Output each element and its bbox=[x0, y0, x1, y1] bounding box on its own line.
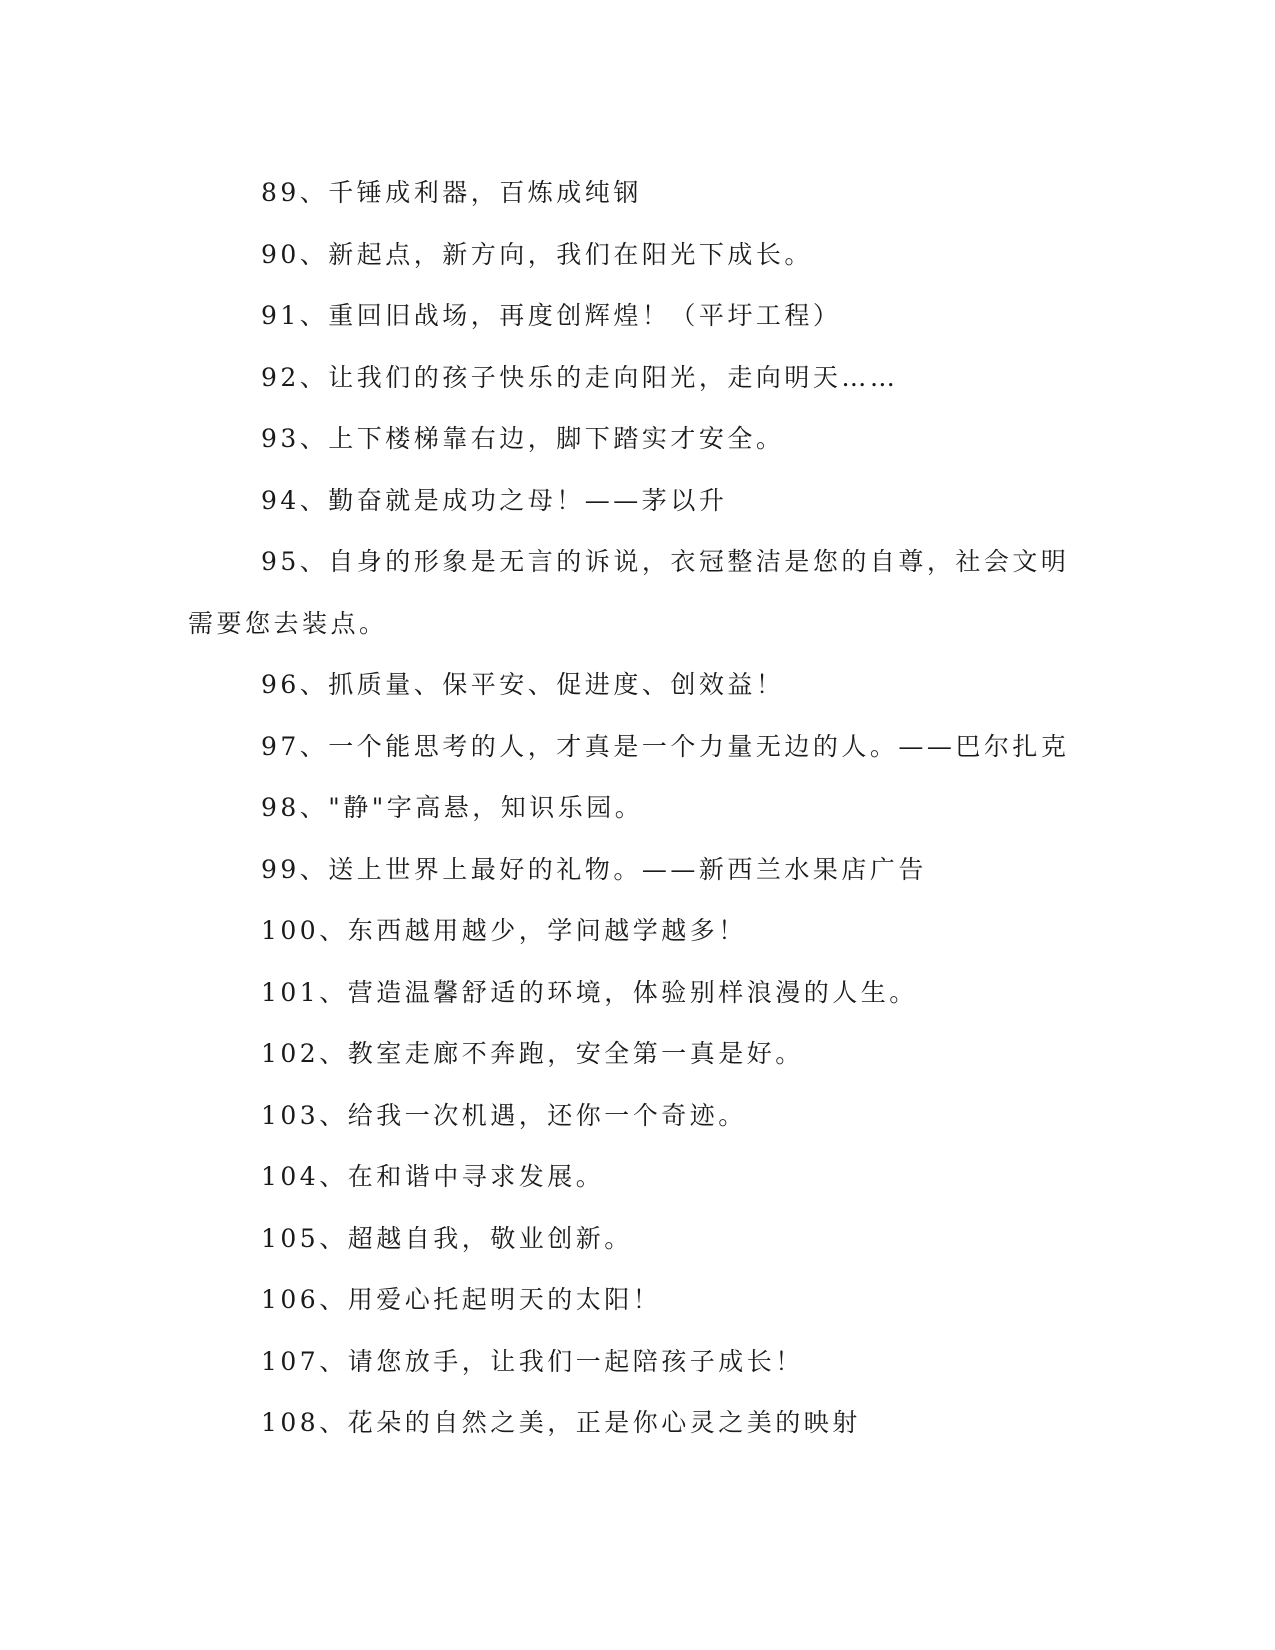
document-body bbox=[188, 162, 1088, 1454]
slogan-line-108: 108、花朵的自然之美，正是你心灵之美的映射 bbox=[261, 1408, 861, 1437]
slogan-line-99: 99、送上世界上最好的礼物。——新西兰水果店广告 bbox=[261, 854, 927, 884]
slogan-line-91: 91、重回旧战场，再度创辉煌！（平圩工程） bbox=[261, 301, 842, 330]
slogan-line-98: 98、"静"字高悬，知识乐园。 bbox=[261, 793, 644, 822]
slogan-line-103: 103、给我一次机遇，还你一个奇迹。 bbox=[261, 1100, 747, 1130]
slogan-line-105: 105、超越自我，敬业创新。 bbox=[261, 1223, 633, 1253]
slogan-line-101: 101、营造温馨舒适的环境，体验别样浪漫的人生。 bbox=[261, 977, 918, 1007]
slogan-line-97: 97、一个能思考的人，才真是一个力量无边的人。——巴尔扎克 bbox=[261, 731, 1070, 761]
slogan-line-100: 100、东西越用越少，学问越学越多！ bbox=[261, 916, 747, 945]
slogan-line-94: 94、勤奋就是成功之母！——茅以升 bbox=[261, 485, 728, 515]
slogan-line-102: 102、教室走廊不奔跑，安全第一真是好。 bbox=[261, 1039, 804, 1068]
slogan-line-89: 89、千锤成利器，百炼成纯钢 bbox=[261, 178, 642, 207]
slogan-line-107: 107、请您放手，让我们一起陪孩子成长！ bbox=[261, 1346, 804, 1376]
slogan-line-95: 95、自身的形象是无言的诉说，衣冠整洁是您的自尊，社会文明需要您去装点。 bbox=[188, 547, 1070, 638]
slogan-line-93: 93、上下楼梯靠右边，脚下踏实才安全。 bbox=[261, 424, 785, 453]
slogan-line-96: 96、抓质量、保平安、促进度、创效益！ bbox=[261, 670, 785, 699]
slogan-line-90: 90、新起点，新方向，我们在阳光下成长。 bbox=[261, 239, 813, 269]
slogan-line-104: 104、在和谐中寻求发展。 bbox=[261, 1162, 605, 1191]
slogan-line-106: 106、用爱心托起明天的太阳！ bbox=[261, 1285, 662, 1314]
slogan-line-92: 92、让我们的孩子快乐的走向阳光，走向明天…… bbox=[261, 362, 899, 392]
